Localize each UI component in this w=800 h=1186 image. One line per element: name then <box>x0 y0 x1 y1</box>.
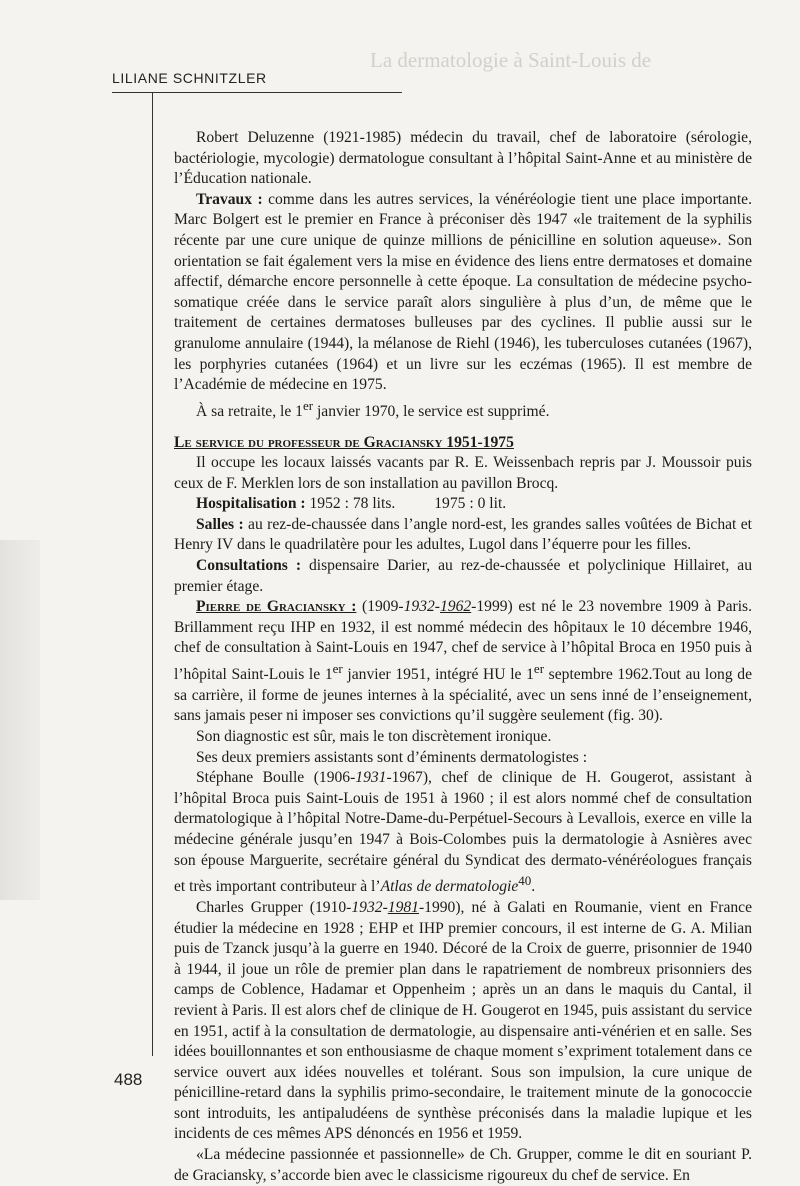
label-hospitalisation: Hospitalisation : <box>196 495 306 513</box>
text-retraite-b: janvier 1970, le service est supprimé. <box>313 402 550 420</box>
paragraph-salles <box>174 515 752 556</box>
paragraph-hospitalisation <box>174 494 752 515</box>
text-retraite-a: À sa retraite, le 1 <box>196 402 303 420</box>
footnote-ref-40: 40 <box>518 873 532 889</box>
paragraph-diagnostic: Son diagnostic est sûr, mais le ton discrètement ironique. <box>196 728 552 745</box>
dash-grac: - <box>434 598 440 616</box>
text-grac-d: septembre 1962.Tout au long de sa carrière, il forme de jeunes internes à la spécialité, avec un sens inné de l’enseignement, sans jamais peser ni imposer ses convictions qu’il suggère seulement (fig. 30). <box>174 666 752 725</box>
year-grupper-1: 1932 <box>351 898 383 916</box>
name-graciansky: Pierre de Graciansky : <box>196 598 357 616</box>
text-consultations: dispensaire Darier, au rez-de-chaussée et polyclinique Hillairet, au premier étage. <box>174 557 752 595</box>
bleed-through-shade <box>0 540 40 900</box>
bleed-through-text: La dermatologie à Saint-Louis de <box>370 48 652 72</box>
label-salles: Salles : <box>196 515 244 533</box>
paragraph-grupper <box>174 898 752 1145</box>
paragraph-deluzenne: Robert Deluzenne (1921-1985) médecin du travail, chef de laboratoire (sérologie, bactériologie, mycologie) dermatologue consultant à l’hôpital Saint-Anne et au ministère de l’Éducation nationale. <box>174 129 752 188</box>
superscript-er: er <box>302 397 314 413</box>
superscript-er-1: er <box>332 661 343 677</box>
paragraph-boulle <box>174 768 752 898</box>
text-grac-a: (1909- <box>356 598 404 616</box>
running-header-author: LILIANE SCHNITZLER <box>112 70 267 86</box>
page-body <box>174 128 752 1186</box>
paragraph-locaux: Il occupe les locaux laissés vacants par R. E. Weissenbach repris par J. Moussoir puis ceux de F. Merklen lors de son installation au pavillon Brocq. <box>174 454 752 492</box>
title-atlas: Atlas de dermatologie <box>380 878 519 896</box>
text-grupper-a: Charles Grupper (1910- <box>196 898 352 916</box>
section-title: Le service du professeur de Graciansky <box>174 433 443 451</box>
paragraph-retraite <box>174 396 752 423</box>
year-grac-2: 1962 <box>439 598 472 616</box>
year-grupper-2: 1981 <box>387 898 419 916</box>
text-travaux: comme dans les autres services, la vénéréologie tient une place importante. Marc Bolgert est le premier en France à préconiser dès 1947 «le traitement de la syphilis récente par une cure unique de quinze millions de pénicilline en solution aqueuse». Son orientation se fait également vers la mise en évidence des liens entre dermatoses et domaine affectif, démarche encore personnelle à cette époque. La consultation de médecine psycho-somatique créée dans le service paraît alors singulière à plus d’un, de même que le traitement de certaines dermatoses bulleuses par des cyclines. Il publie aussi sur le granulome annulaire (1944), la mélanose de Riehl (1946), les tuberculoses cutanées (1967), les porphyries cutanées (1964) et un livre sur les eczémas (1965). Il est membre de l’Académie de médecine en 1975. <box>174 190 752 394</box>
label-consultations: Consultations : <box>196 557 302 575</box>
header-rule <box>112 92 402 93</box>
paragraph-medecine-passionnee: «La médecine passionnée et passionnelle» de Ch. Grupper, comme le dit en souriant P. de Graciansky, s’accorde bien avec le classicisme rigoureux du chef de service. En <box>174 1146 752 1184</box>
text-boulle-a: Stéphane Boulle (1906- <box>196 769 356 787</box>
text-grupper-b: -1990), né à Galati en Roumanie, vient en France étudier la médecine en 1928 ; EHP et IHP premier concours, il est interne de G. A. Milian puis de Tzanck jusqu’à la guerre en 1940. Décoré de la Croix de guerre, prisonnier de 1940 à 1944, il joue un rôle de premier plan dans le rapatriement de nombreux prisonniers des camps de Coblence, Hadamar et Oppenheim ; après un an dans le maquis du Cantal, il revient à Paris. Il est alors chef de clinique de H. Gougerot en 1945, puis assistant du service en 1951, actif à la consultation de dermatologie, au dispensaire anti-vénérien et en salle. Ses idées bouillonnantes et son enthousiasme de chaque moment s’expriment totalement dans ce service ouvert aux idées nouvelles et tolérant. Sous son impulsion, la cure unique de pénicilline-retard dans la syphilis primo-secondaire, le traitement minute de la gonococcie sont introduits, les antipaludéens de synthèse préconisés dans la maladie lupique et les incidents de ces mêmes APS dénoncés en 1956 et 1959. <box>174 898 753 1143</box>
paragraph-travaux <box>174 190 752 396</box>
text-grac-c: janvier 1951, intégré HU le 1 <box>342 666 534 684</box>
section-years: 1951-1975 <box>442 433 514 451</box>
text-boulle-b: -1967), chef de clinique de H. Gougerot, assistant à l’hôpital Broca puis Saint-Louis de 1951 à 1960 ; il est alors nommé chef de consultation dermatologique à l’hôpital Notre-Dame-du-Perpétuel-Secours à Levallois, exerce en ville la médecine générale jusqu’en 1947 à Bois-Colombes puis la dermatologie à Asnières avec son épouse Marguerite, secrétaire général du Syndicat des dermato-vénéréologues français et très important contributeur à l’ <box>174 769 752 896</box>
year-grac-1: 1932 <box>403 598 435 616</box>
text-boulle-c: . <box>531 878 536 896</box>
text-salles: au rez-de-chaussée dans l’angle nord-est, les grandes salles voûtées de Bichat et Henry IV dans le quadrilatère pour les adultes, Lugol dans l’équerre pour les filles. <box>174 515 752 554</box>
text-hospitalisation: 1952 : 78 lits. 1975 : 0 lit. <box>305 495 507 513</box>
paragraph-assistants: Ses deux premiers assistants sont d’éminents dermatologistes : <box>196 748 588 766</box>
label-travaux: Travaux : <box>196 190 263 208</box>
paragraph-graciansky <box>174 597 752 727</box>
year-boulle: 1931 <box>355 769 387 787</box>
superscript-er-2: er <box>533 661 545 677</box>
text-grac-b: -1999) est né le 23 novembre 1909 à Paris. Brillamment reçu IHP en 1932, il est nommé médecin des hôpitaux le 10 décembre 1946, chef de consultation à Saint-Louis en 1947, chef de service à l’hôpital Broca en 1950 puis à l’hôpital Saint-Louis le 1 <box>174 598 752 684</box>
dash-grupper: - <box>382 898 388 916</box>
section-heading <box>174 433 752 454</box>
paragraph-consultations <box>174 556 752 597</box>
margin-rule <box>152 92 153 1056</box>
page-number: 488 <box>114 1070 143 1089</box>
